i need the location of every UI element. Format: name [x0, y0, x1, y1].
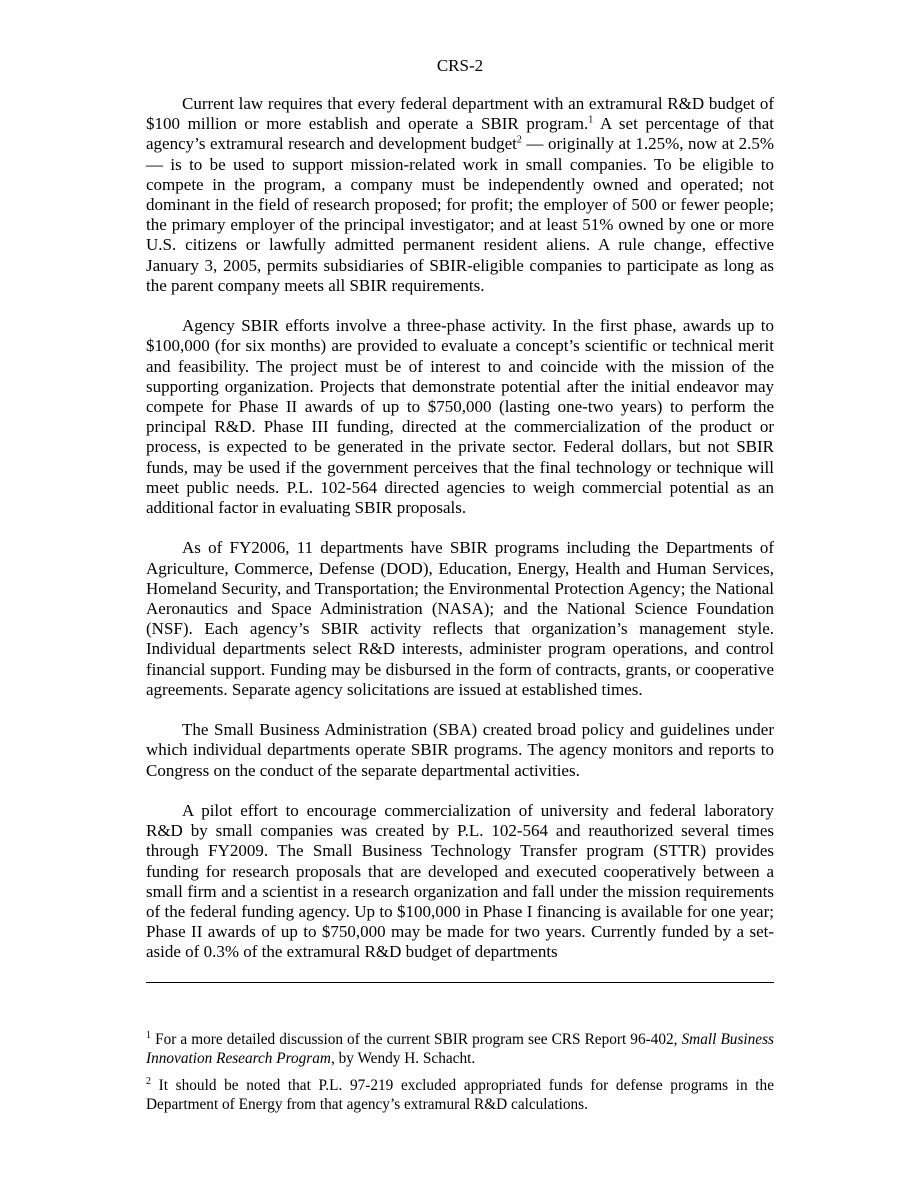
- footnote-report-title: Small Business Innovation Research Program: [146, 1031, 774, 1067]
- footnote-text: , by Wendy H. Schacht.: [330, 1050, 476, 1067]
- main-body-text: [146, 94, 774, 963]
- page-number-header: CRS-2: [436, 56, 484, 75]
- paragraph-sbir-requirements: [146, 94, 774, 296]
- paragraph-sba: The Small Business Administration (SBA) created broad policy and guidelines under which individual departments operate SBIR programs. The agency monitors and reports to Congress on the conduct of the separate departmental activities.: [146, 720, 774, 780]
- footnote-2: [146, 1076, 774, 1114]
- paragraph-three-phase: Agency SBIR efforts involve a three-phase activity. In the first phase, awards up to $100,000 (for six months) are provided to evaluate a concept’s scientific or technical merit and feasibility. The project must be of interest to and coincide with the mission of the supporting organization. Projects that demonstrate potential after the initial endeavor may compete for Phase II awards of up to $750,000 (lasting one-two years) to perform the principal R&D. Phase III funding, directed at the commercialization of the product or process, is expected to be generated in the private sector. Federal dollars, but not SBIR funds, may be used if the government perceives that the final technology or technique will meet public needs. P.L. 102-564 directed agencies to weigh commercial potential as an additional factor in evaluating SBIR proposals.: [146, 316, 774, 518]
- footnote-ref-1[interactable]: 1: [588, 114, 594, 126]
- footnote-1: [146, 1030, 774, 1068]
- footnote-divider: [146, 982, 774, 983]
- footnote-marker: 1: [146, 1029, 151, 1041]
- footnotes-section: [146, 1030, 774, 1122]
- paragraph-sttr: A pilot effort to encourage commercialization of university and federal laboratory R&D by small companies was created by P.L. 102-564 and reauthorized several times through FY2009. The Small Business Technology Transfer program (STTR) provides funding for research proposals that are developed and executed cooperatively between a small firm and a scientist in a research organization and fall under the mission requirements of the federal funding agency. Up to $100,000 in Phase I financing is available for one year; Phase II awards of up to $750,000 may be made for two years. Currently funded by a set-aside of 0.3% of the extramural R&D budget of departments: [146, 801, 774, 962]
- footnote-marker: 2: [146, 1075, 151, 1087]
- footnote-text: For a more detailed discussion of the current SBIR program see CRS Report 96-402,: [151, 1031, 682, 1048]
- paragraph-text: A set percentage of that agency’s extramural research and development budget: [146, 114, 774, 154]
- footnote-ref-2[interactable]: 2: [516, 134, 522, 146]
- paragraph-departments: As of FY2006, 11 departments have SBIR programs including the Departments of Agriculture, Commerce, Defense (DOD), Education, Energy, Health and Human Services, Homeland Security, and Transportation; the Environmental Protection Agency; the National Aeronautics and Space Administration (NASA); and the National Science Foundation (NSF). Each agency’s SBIR activity reflects that organization’s management style. Individual departments select R&D interests, administer program operations, and control financial support. Funding may be disbursed in the form of contracts, grants, or cooperative agreements. Separate agency solicitations are issued at established times.: [146, 538, 774, 699]
- footnote-text: It should be noted that P.L. 97-219 excluded appropriated funds for defense programs in the Department of Energy from that agency’s extramural R&D calculations.: [146, 1077, 774, 1113]
- paragraph-text: — originally at 1.25%, now at 2.5% — is to be used to support mission-related work in small companies. To be eligible to compete in the program, a company must be independently owned and operated; not dominant in the field of research proposed; for profit; the employer of 500 or fewer people; the primary employer of the principal investigator; and at least 51% owned by one or more U.S. citizens or lawfully admitted permanent resident aliens. A rule change, effective January 3, 2005, permits subsidiaries of SBIR-eligible companies to participate as long as the parent company meets all SBIR requirements.: [146, 134, 774, 295]
- paragraph-text: Current law requires that every federal department with an extramural R&D budget of $100 million or more establish and operate a SBIR program.: [146, 94, 774, 134]
